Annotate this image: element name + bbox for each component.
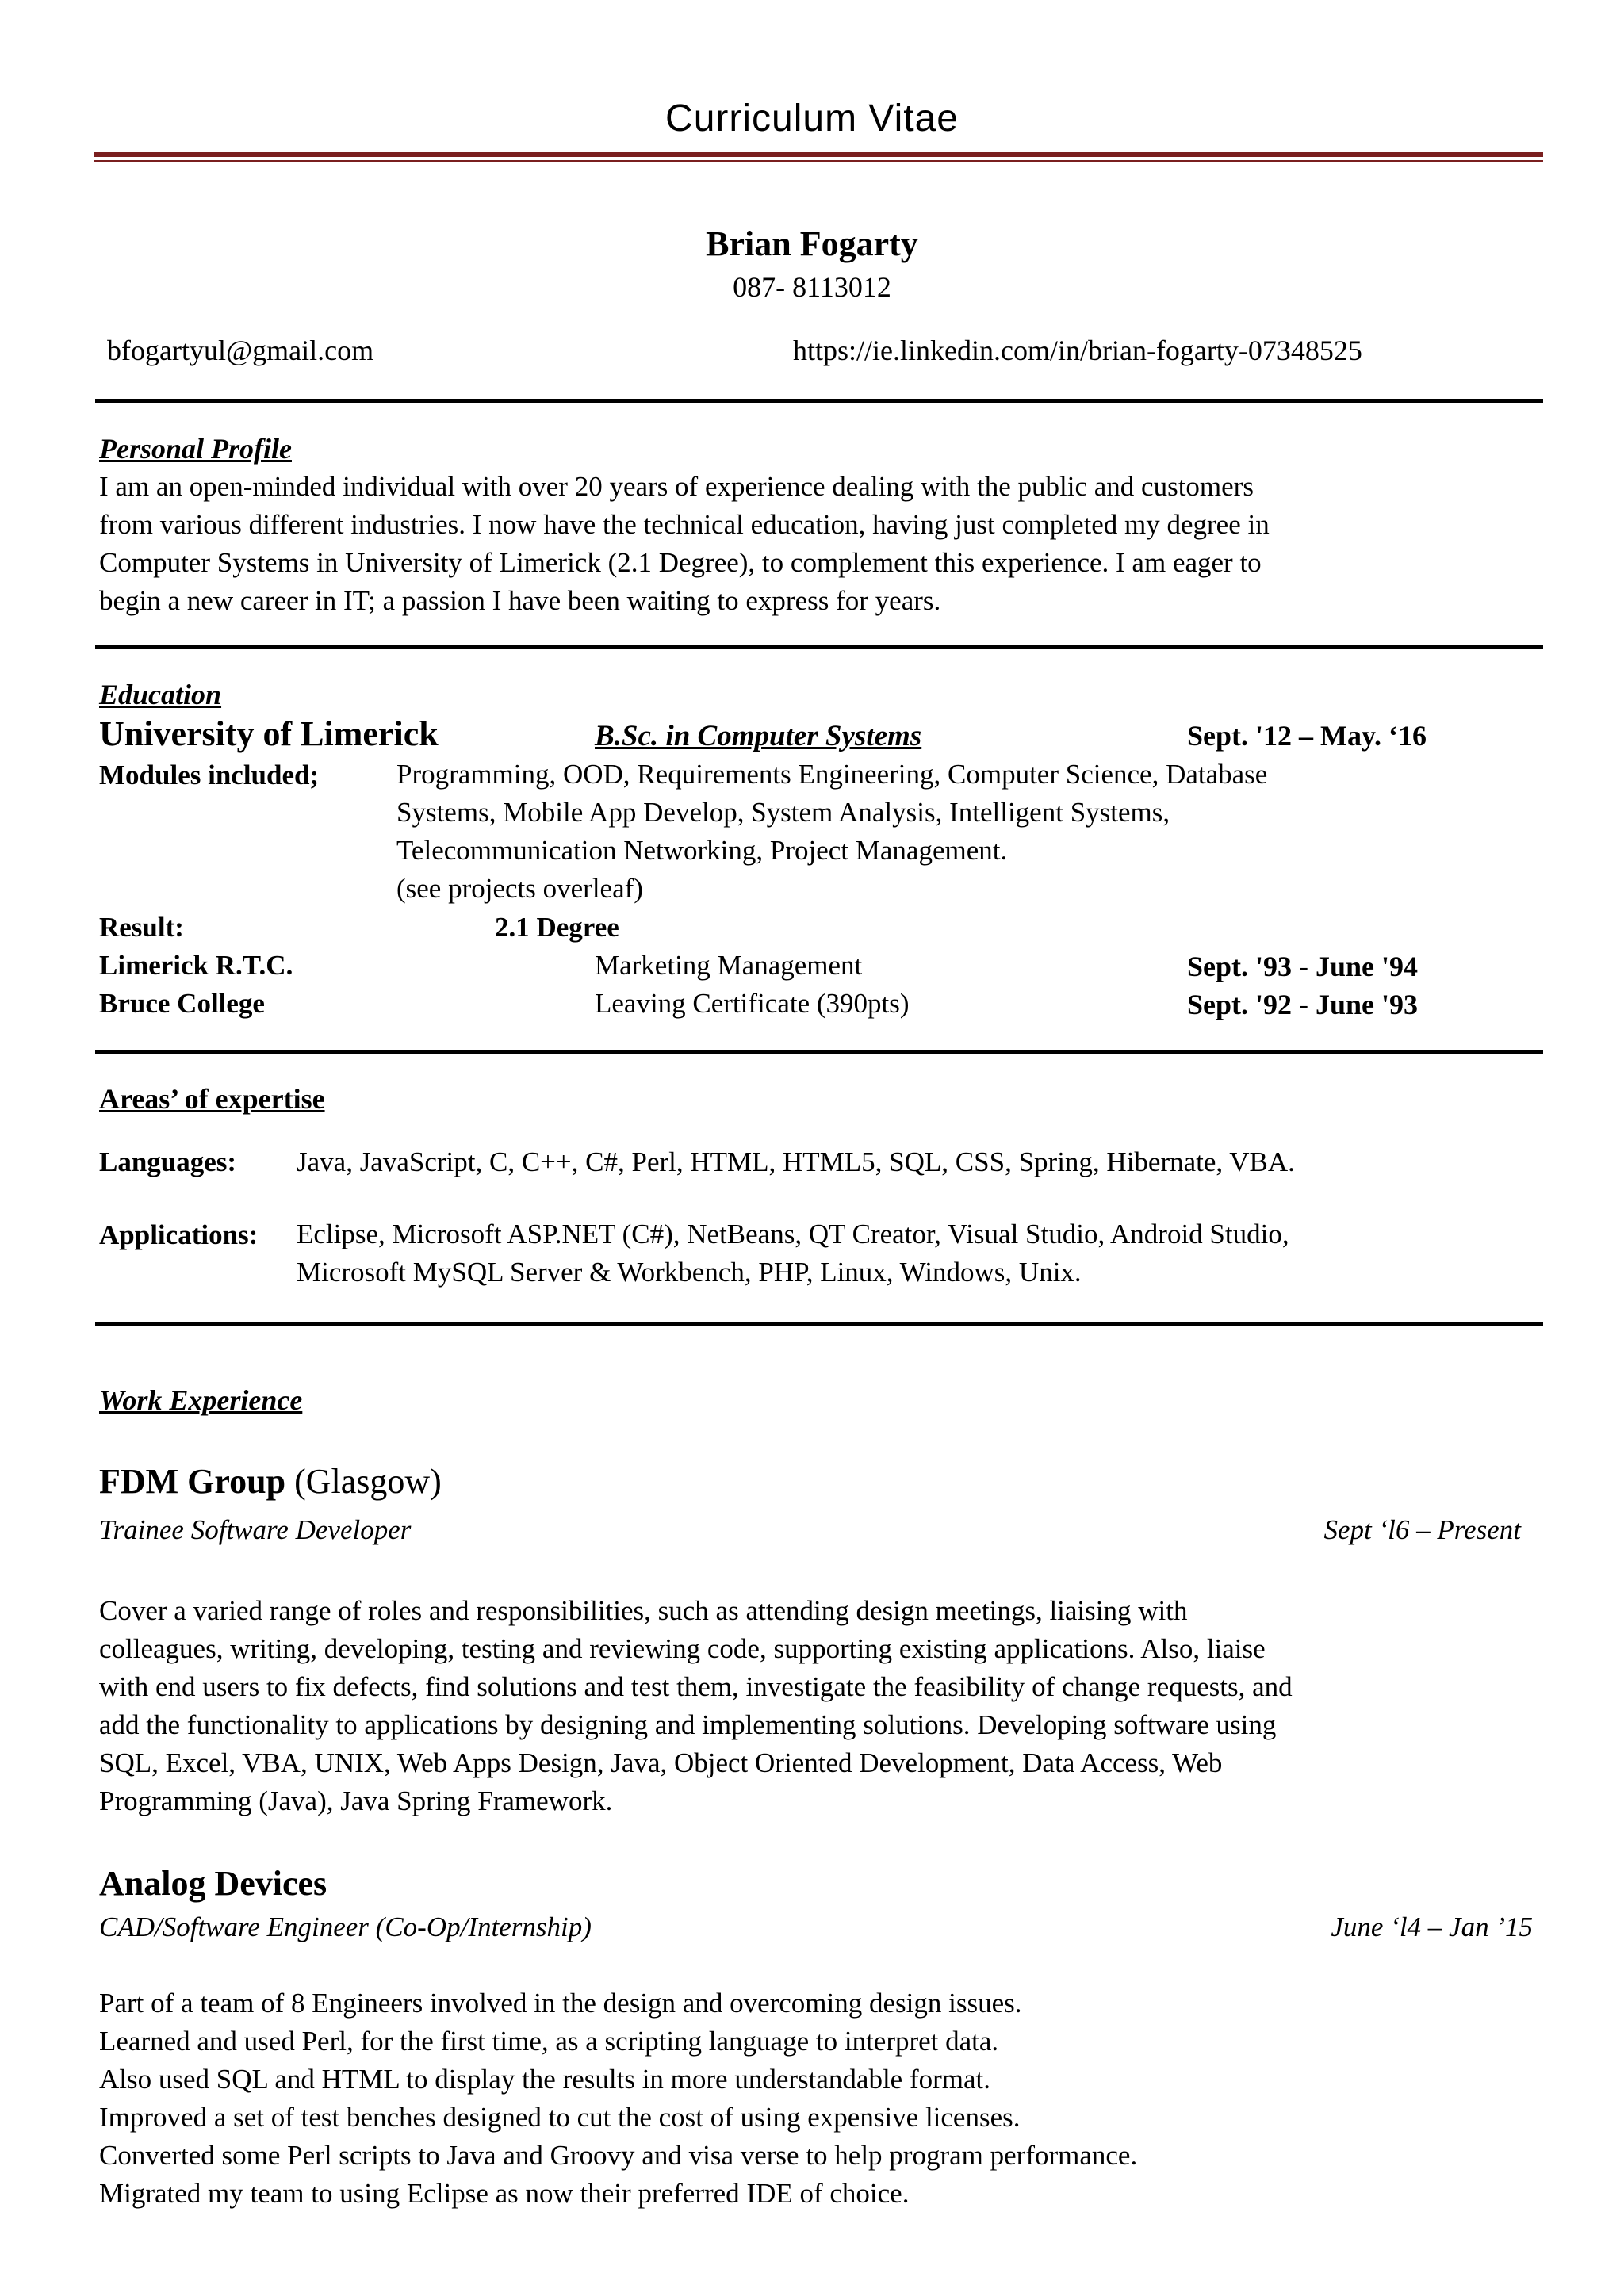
modules-line: Systems, Mobile App Develop, System Analysis, Intelligent Systems, (396, 797, 1170, 828)
company-location: (Glasgow) (285, 1462, 442, 1501)
job-line: Cover a varied range of roles and responsibilities, such as attending design meetings, liaising with (99, 1595, 1188, 1626)
languages-list: Java, JavaScript, C, C++, C#, Perl, HTML, HTML5, SQL, CSS, Spring, Hibernate, VBA. (297, 1146, 1295, 1177)
job-line: Converted some Perl scripts to Java and Groovy and visa verse to help program performance. (99, 2140, 1138, 2171)
profile-line: from various different industries. I now have the technical education, having just completed my degree in (99, 509, 1270, 540)
course-name: Marketing Management (595, 950, 863, 981)
applications-line: Microsoft MySQL Server & Workbench, PHP, Linux, Windows, Unix. (297, 1257, 1082, 1288)
modules-list (396, 756, 1507, 908)
job-dates: June ‘l4 – Jan ’15 (1331, 1911, 1533, 1942)
linkedin-link[interactable]: https://ie.linkedin.com/in/brian-fogarty-07348525 (793, 335, 1362, 366)
header-rule-bottom (94, 160, 1543, 162)
section-heading-education: Education (99, 679, 222, 710)
profile-line: I am an open-minded individual with over 20 years of experience dealing with the public and customers (99, 471, 1254, 502)
company-name: FDM Group (99, 1462, 286, 1501)
job-line: Learned and used Perl, for the first time, as a scripting language to interpret data. (99, 2026, 999, 2057)
email-link[interactable]: bfogartyul@gmail.com (107, 335, 374, 366)
profile-line: begin a new career in IT; a passion I have been waiting to express for years. (99, 585, 941, 616)
job-role: CAD/Software Engineer (Co-Op/Internship) (99, 1911, 592, 1942)
section-heading-work: Work Experience (99, 1384, 303, 1416)
phone-number: 087- 8113012 (733, 271, 891, 303)
page-title: Curriculum Vitae (665, 98, 959, 140)
applications-label: Applications: (99, 1219, 259, 1250)
candidate-name: Brian Fogarty (706, 224, 918, 263)
modules-label: Modules included; (99, 760, 320, 790)
result-label: Result: (99, 912, 184, 943)
job-dates: Sept ‘l6 – Present (1323, 1514, 1521, 1545)
job-line: add the functionality to applications by designing and implementing solutions. Developing software using (99, 1709, 1277, 1740)
header-rule-top (94, 152, 1543, 157)
divider (95, 399, 1543, 403)
divider (95, 1322, 1543, 1326)
section-heading-expertise: Areas’ of expertise (99, 1083, 325, 1115)
applications-list (297, 1215, 1534, 1292)
divider (95, 645, 1543, 649)
job-company-line (99, 1461, 442, 1502)
university-name: University of Limerick (99, 714, 439, 753)
job-line: colleagues, writing, developing, testing and reviewing code, supporting existing applications. Also, liaise (99, 1633, 1266, 1664)
school-name: Bruce College (99, 988, 265, 1019)
modules-line: Telecommunication Networking, Project Management. (396, 835, 1008, 866)
job-line: Part of a team of 8 Engineers involved in the design and overcoming design issues. (99, 1988, 1022, 2019)
section-heading-profile: Personal Profile (99, 433, 292, 465)
result-value: 2.1 Degree (495, 912, 619, 943)
modules-line: (see projects overleaf) (396, 873, 643, 904)
company-name: Analog Devices (99, 1864, 327, 1903)
profile-text (99, 468, 1511, 620)
job-line: Improved a set of test benches designed to cut the cost of using expensive licenses. (99, 2102, 1021, 2133)
applications-line: Eclipse, Microsoft ASP.NET (C#), NetBeans, QT Creator, Visual Studio, Android Studio, (297, 1219, 1289, 1249)
job-line: Programming (Java), Java Spring Framework. (99, 1785, 613, 1816)
languages-label: Languages: (99, 1146, 237, 1177)
job-role: Trainee Software Developer (99, 1514, 412, 1545)
modules-line: Programming, OOD, Requirements Engineering, Computer Science, Database (396, 759, 1268, 790)
course-name: Leaving Certificate (390pts) (595, 988, 910, 1019)
course-dates: Sept. '92 - June '93 (1187, 989, 1419, 1020)
course-dates: Sept. '93 - June '94 (1187, 951, 1419, 982)
job-line: SQL, Excel, VBA, UNIX, Web Apps Design, Java, Object Oriented Development, Data Access, Web (99, 1747, 1223, 1778)
job-description (99, 1592, 1511, 1820)
degree-dates: Sept. '12 – May. ‘16 (1187, 720, 1427, 752)
degree-title: B.Sc. in Computer Systems (595, 720, 922, 752)
job-description (99, 1984, 1511, 2213)
job-line: Also used SQL and HTML to display the results in more understandable format. (99, 2064, 990, 2095)
job-line: with end users to fix defects, find solutions and test them, investigate the feasibility of change requests, and (99, 1671, 1293, 1702)
school-name: Limerick R.T.C. (99, 950, 293, 981)
profile-line: Computer Systems in University of Limerick (2.1 Degree), to complement this experience. I am eager to (99, 547, 1262, 578)
divider (95, 1050, 1543, 1054)
job-line: Migrated my team to using Eclipse as now their preferred IDE of choice. (99, 2178, 910, 2209)
